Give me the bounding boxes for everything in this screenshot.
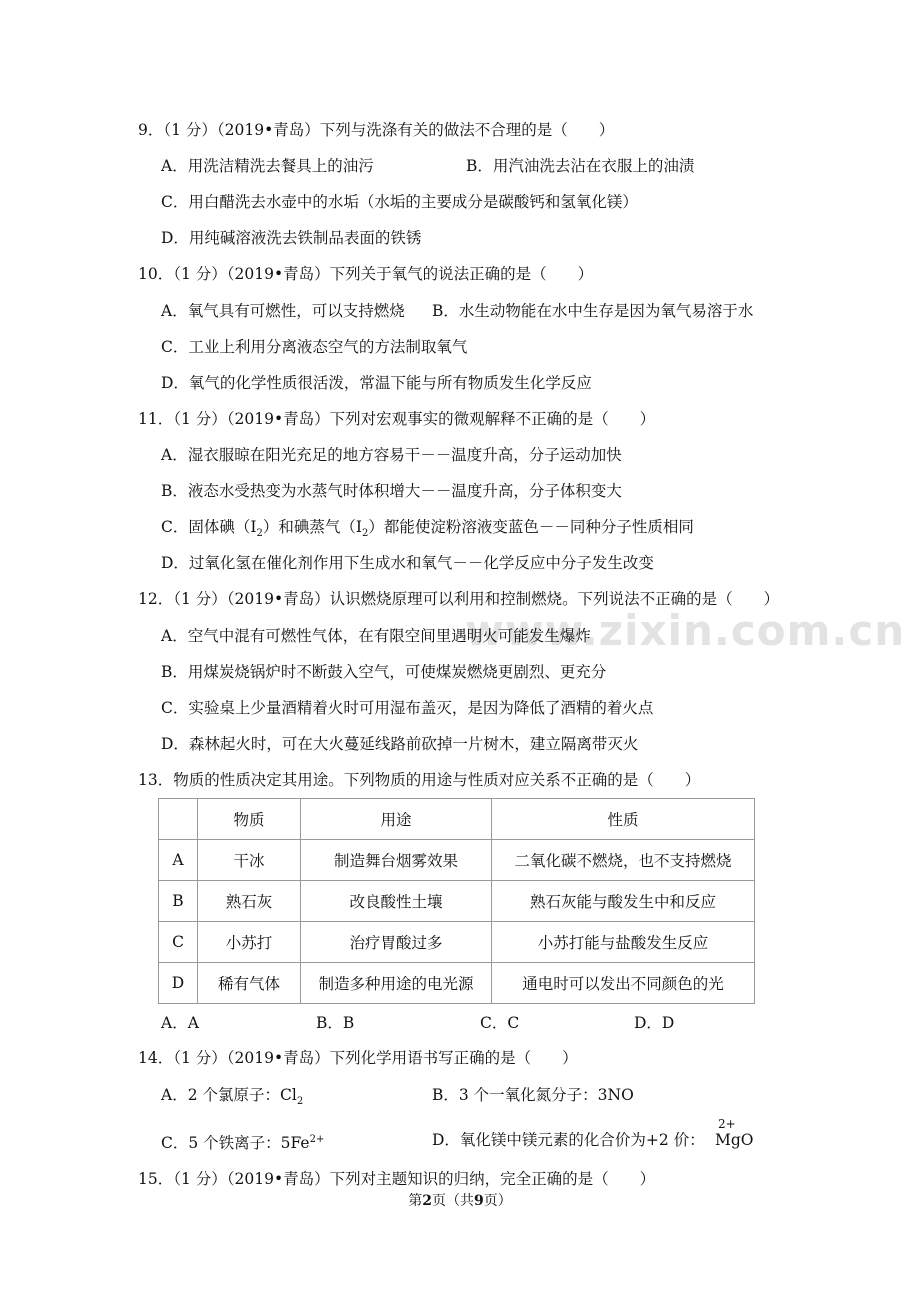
question-13-stem: 13．物质的性质决定其用途。下列物质的用途与性质对应关系不正确的是（ ） (138, 771, 701, 789)
table-cell: 改良酸性土壤 (301, 881, 492, 922)
table-cell: 制造舞台烟雾效果 (301, 840, 492, 881)
table-header-cell (159, 799, 198, 840)
formula-text: MgO (715, 1131, 754, 1149)
table-row (159, 963, 755, 1004)
question-12-stem: 12．（1 分）（2019•青岛）认识燃烧原理可以利用和控制燃烧。下列说法不正确的是（ ） (138, 590, 780, 608)
table-cell: 熟石灰 (198, 881, 301, 922)
table-cell: A (159, 840, 198, 881)
table-cell: 干冰 (198, 840, 301, 881)
question-11-option-b: B．液态水受热变为水蒸气时体积增大－－温度升高，分子体积变大 (161, 482, 622, 500)
question-14-option-b: B．3 个一氧化氮分子：3NO (432, 1086, 634, 1104)
question-10-option-c: C．工业上利用分离液态空气的方法制取氧气 (161, 338, 468, 356)
question-10-option-b: B．水生动物能在水中生存是因为氧气易溶于水 (432, 302, 754, 320)
question-11-stem: 11．（1 分）（2019•青岛）下列对宏观事实的微观解释不正确的是（ ） (138, 410, 656, 428)
table-header-cell: 物质 (198, 799, 301, 840)
table-header-cell: 用途 (301, 799, 492, 840)
question-12-option-a: A．空气中混有可燃性气体，在有限空间里遇明火可能发生爆炸 (161, 627, 591, 645)
table-cell: 治疗胃酸过多 (301, 922, 492, 963)
table-cell: B (159, 881, 198, 922)
table-cell: 稀有气体 (198, 963, 301, 1004)
question-9-option-d: D．用纯碱溶液洗去铁制品表面的铁锈 (161, 229, 422, 247)
question-13-option-d: D．D (634, 1014, 675, 1032)
table-cell: 制造多种用途的电光源 (301, 963, 492, 1004)
magnesium-oxide-formula (715, 1117, 754, 1150)
watermark: www.zixin.com.cn (465, 606, 906, 655)
current-page-number: 2 (422, 1193, 432, 1209)
question-9-stem: 9．（1 分）（2019•青岛）下列与洗涤有关的做法不合理的是（ ） (138, 121, 615, 139)
valence-charge: 2+ (718, 1117, 736, 1131)
table-row (159, 922, 755, 963)
question-14-stem: 14．（1 分）（2019•青岛）下列化学用语书写正确的是（ ） (138, 1049, 578, 1067)
question-10-option-a: A．氧气具有可燃性，可以支持燃烧 (161, 302, 405, 320)
question-12-option-b: B．用煤炭烧锅炉时不断鼓入空气，可使煤炭燃烧更剧烈、更充分 (161, 663, 607, 681)
table-cell: 熟石灰能与酸发生中和反应 (492, 881, 755, 922)
question-13-option-a: A．A (161, 1014, 199, 1032)
question-10-stem: 10．（1 分）（2019•青岛）下列关于氧气的说法正确的是（ ） (138, 265, 594, 283)
page-footer: 第2页（共9页） (408, 1193, 512, 1209)
question-12-option-d: D．森林起火时，可在大火蔓延线路前砍掉一片树木，建立隔离带灭火 (161, 735, 639, 753)
table-cell: 小苏打能与盐酸发生反应 (492, 922, 755, 963)
table-cell: 通电时可以发出不同颜色的光 (492, 963, 755, 1004)
question-12-option-c: C．实验桌上少量酒精着火时可用湿布盖灭，是因为降低了酒精的着火点 (161, 699, 654, 717)
total-page-number: 9 (474, 1193, 484, 1209)
table-header-row (159, 799, 755, 840)
question-9-option-b: B．用汽油洗去沾在衣服上的油渍 (466, 157, 695, 175)
question-13-option-c: C．C (480, 1014, 520, 1032)
question-11-option-c: C．固体碘$(I_2)$和碘蒸气$(I_2)$都能使淀粉溶液变蓝色－－同种分子性质相同 (161, 518, 694, 540)
question-11-option-d: D．过氧化氢在催化剂作用下生成水和氧气－－化学反应中分子发生改变 (161, 554, 654, 572)
question-13-table (158, 798, 755, 1004)
table-header-cell: 性质 (492, 799, 755, 840)
table-cell: C (159, 922, 198, 963)
table-cell: D (159, 963, 198, 1004)
table-row (159, 840, 755, 881)
question-14-option-c: C．5 个铁离子：$5Fe^{2+}$ (161, 1134, 325, 1153)
table-cell: 小苏打 (198, 922, 301, 963)
question-11-option-a: A．湿衣服晾在阳光充足的地方容易干－－温度升高，分子运动加快 (161, 446, 622, 464)
question-9-option-a: A．用洗洁精洗去餐具上的油污 (161, 157, 374, 175)
question-10-option-d: D．氧气的化学性质很活泼，常温下能与所有物质发生化学反应 (161, 374, 592, 392)
question-14-option-d: D．氧化镁中镁元素的化合价为+2 价： (432, 1131, 705, 1149)
question-13-option-b: B．B (316, 1014, 355, 1032)
table-cell: 二氧化碳不燃烧，也不支持燃烧 (492, 840, 755, 881)
question-9-option-c: C．用白醋洗去水壶中的水垢（水垢的主要成分是碳酸钙和氢氧化镁） (161, 193, 638, 211)
question-14-option-a: A．2 个氯原子：$Cl_2$ (161, 1086, 304, 1108)
table-row (159, 881, 755, 922)
question-15-stem: 15．（1 分）（2019•青岛）下列对主题知识的归纳，完全正确的是（ ） (138, 1170, 656, 1188)
